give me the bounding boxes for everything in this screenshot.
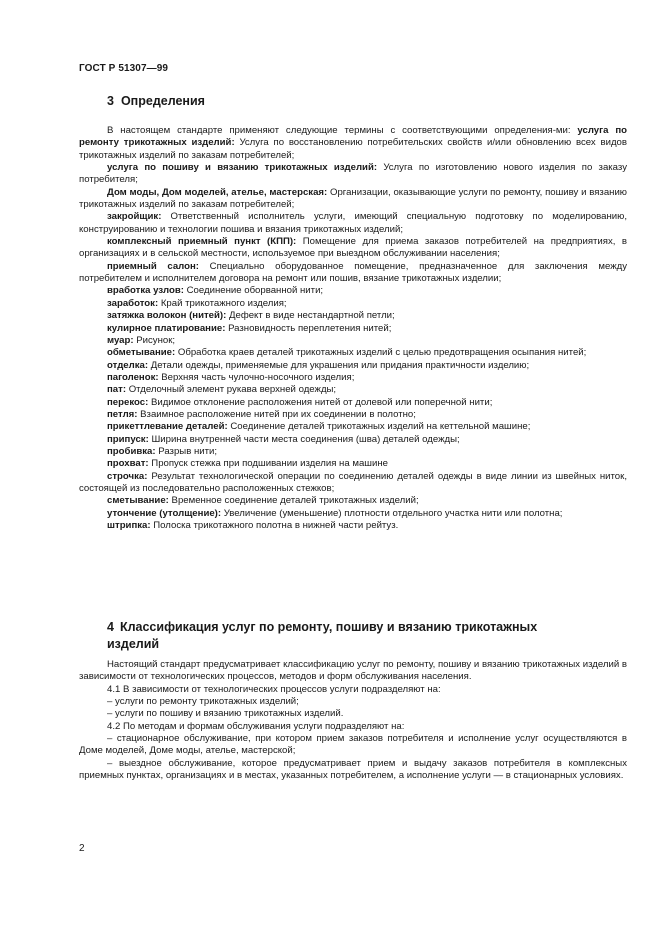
section-4-paragraph: 4.2 По методам и формам обслуживания услуги подразделяют на: — [107, 720, 405, 732]
section-4-paragraph: – услуги по пошиву и вязанию трикотажных изделий. — [107, 708, 344, 720]
section-3-heading — [107, 94, 205, 108]
definition-10: Рисунок; — [136, 334, 176, 346]
definition-20: Пропуск стежка при подшивании изделия на машине — [151, 458, 388, 470]
section-4-paragraph: Настоящий стандарт предусматривает классификацию услуг по ремонту, пошиву и вязанию трикотажных изделий в зависимости от технологических процессов, методов и форм обслуживания населения. — [79, 659, 627, 683]
intro-text: В настоящем стандарте применяют следующие термины с соответствующими определения-ми: — [107, 125, 578, 136]
definition-19: Разрыв нити; — [158, 445, 218, 457]
term-14: пат: — [107, 384, 127, 396]
page-number: 2 — [79, 843, 85, 854]
section-3-intro — [79, 125, 627, 162]
term-entry — [79, 211, 627, 236]
section-4-paragraph: – стационарное обслуживание, при котором прием заказов потребителя и исполнение услуг осуществляются в Доме моделей, Доме моды, ателье, мастерской; — [79, 733, 627, 757]
section-4-paragraph: – выездное обслуживание, которое предусматривает прием и выдачу заказов потребителя в комплексных приемных пунктах, организациях и в местах, указанных потребителем, а исполнение услуги — в стационарных условиях. — [79, 757, 627, 782]
term-23: утончение (утолщение): — [107, 507, 222, 519]
term-22: сметывание: — [107, 495, 169, 507]
term-0: услуга по ремонту трикотажных изделий: — [79, 125, 627, 149]
term-2: Дом моды, Дом моделей, ателье, мастерская: — [107, 186, 328, 198]
term-15: перекос: — [107, 396, 149, 408]
term-entry — [79, 261, 627, 286]
definition-9: Разновидность переплетения нитей; — [228, 322, 392, 334]
term-20: прохват: — [107, 458, 149, 470]
definition-24: Полоска трикотажного полотна в нижней части рейтуз. — [153, 520, 399, 531]
section-4-heading — [107, 619, 587, 653]
definition-5: Специально оборудованное помещение, предназначенное для заключения между потребителем и исполнителем договора на ремонт или пошив, вязание трикотажных изделии; — [79, 260, 628, 285]
definition-23: Увеличение (уменьшение) плотности отдельного участка нити или полотна; — [223, 507, 563, 519]
term-9: кулирное платирование: — [107, 322, 226, 334]
definition-3: Ответственный исполнитель услуги, имеющий специальную подготовку по моделированию, конструированию и технологии пошива и вязания трикотажных изделий; — [79, 211, 627, 235]
term-11: обметывание: — [107, 347, 176, 359]
section-4-body — [79, 659, 627, 782]
term-10: муар: — [107, 334, 134, 346]
section-4-number: 4 — [107, 620, 114, 634]
section-4-title: Классификация услуг по ремонту, пошиву и вязанию трикотажных изделий — [107, 620, 538, 651]
term-17: прикеттлевание деталей: — [107, 421, 228, 433]
term-24: штрипка: — [107, 520, 151, 531]
term-entry — [79, 458, 627, 470]
definition-22: Временное соединение деталей трикотажных изделий; — [171, 495, 419, 507]
section-3-body — [79, 125, 627, 532]
term-entry — [79, 310, 627, 322]
term-entry — [79, 323, 627, 335]
term-13: паголенок: — [107, 371, 159, 383]
definition-13: Верхняя часть чулочно-носочного изделия; — [161, 371, 355, 383]
term-entry — [79, 335, 627, 347]
term-6: вработка узлов: — [107, 285, 184, 297]
section-4-paragraph: – услуги по ремонту трикотажных изделий; — [107, 696, 299, 708]
term-3: закройщик: — [107, 211, 162, 223]
term-8: затяжка волокон (нитей): — [107, 310, 227, 322]
section-4-paragraph: 4.1 В зависимости от технологических процессов услуги подразделяют на: — [107, 683, 441, 695]
definition-4: Помещение для приема заказов потребителей на предприятиях, в организациях и в сельской местности, используемое при выездном обслуживании населения; — [79, 236, 627, 260]
definition-11: Обработка краев деталей трикотажных изделий с целью предотвращения осыпания нитей; — [177, 347, 587, 359]
term-5: приемный салон: — [107, 260, 199, 272]
terms-list — [79, 162, 627, 532]
standard-header: ГОСТ Р 51307—99 — [79, 63, 169, 74]
definition-1: Услуга по изготовлению нового изделия по заказу потребителя; — [79, 162, 627, 186]
term-entry — [79, 285, 627, 297]
term-7: заработок: — [107, 297, 159, 309]
term-entry — [79, 409, 627, 421]
definition-17: Соединение деталей трикотажных изделий на кеттельной машине; — [230, 421, 531, 433]
definition-7: Край трикотажного изделия; — [160, 297, 287, 309]
term-entry — [79, 434, 627, 446]
section-3-number: 3 — [107, 94, 114, 108]
definition-6: Соединение оборванной нити; — [186, 285, 324, 297]
term-entry — [79, 421, 627, 433]
term-16: петля: — [107, 408, 138, 420]
term-entry — [79, 162, 627, 187]
definition-21: Результат технологической операции по соединению деталей одежды в виде линии из швейных ниток, состоящей из последовательно расположенных стежков; — [79, 470, 628, 494]
term-entry — [79, 520, 627, 532]
term-entry — [79, 471, 627, 496]
term-entry — [79, 384, 627, 396]
definition-18: Ширина внутренней части места соединения (шва) деталей одежды; — [151, 433, 460, 445]
term-entry — [79, 372, 627, 384]
term-entry — [79, 347, 627, 359]
term-entry — [79, 446, 627, 458]
definition-0: Услуга по восстановлению потребительских свойств и/или обновлению всех видов трикотажных изделий по заказам потребителей; — [79, 137, 627, 161]
definition-14: Отделочный элемент рукава верхней одежды; — [128, 384, 337, 396]
section-3-title: Определения — [120, 94, 205, 108]
term-entry — [79, 508, 627, 520]
term-entry — [79, 495, 627, 507]
term-entry — [79, 236, 627, 261]
term-21: строчка: — [107, 470, 148, 482]
term-entry — [79, 298, 627, 310]
term-1: услуга по пошиву и вязанию трикотажных изделий: — [107, 162, 378, 174]
term-entry — [79, 360, 627, 372]
term-4: комплексный приемный пункт (КПП): — [107, 236, 297, 248]
definition-8: Дефект в виде нестандартной петли; — [228, 310, 395, 322]
definition-15: Видимое отклонение расположения нитей от долевой или поперечной нити; — [150, 396, 493, 408]
term-entry — [79, 397, 627, 409]
definition-12: Детали одежды, применяемые для украшения или придания практичности изделию; — [150, 359, 530, 371]
term-19: пробивка: — [107, 445, 156, 457]
term-12: отделка: — [107, 359, 149, 371]
definition-2: Организации, оказывающие услуги по ремонту, пошиву и вязанию трикотажных изделий по заказам потребителей; — [79, 186, 628, 211]
term-entry — [79, 187, 627, 212]
term-18: припуск: — [107, 433, 149, 445]
definition-16: Взаимное расположение нитей при их соединении в полотно; — [140, 408, 416, 420]
